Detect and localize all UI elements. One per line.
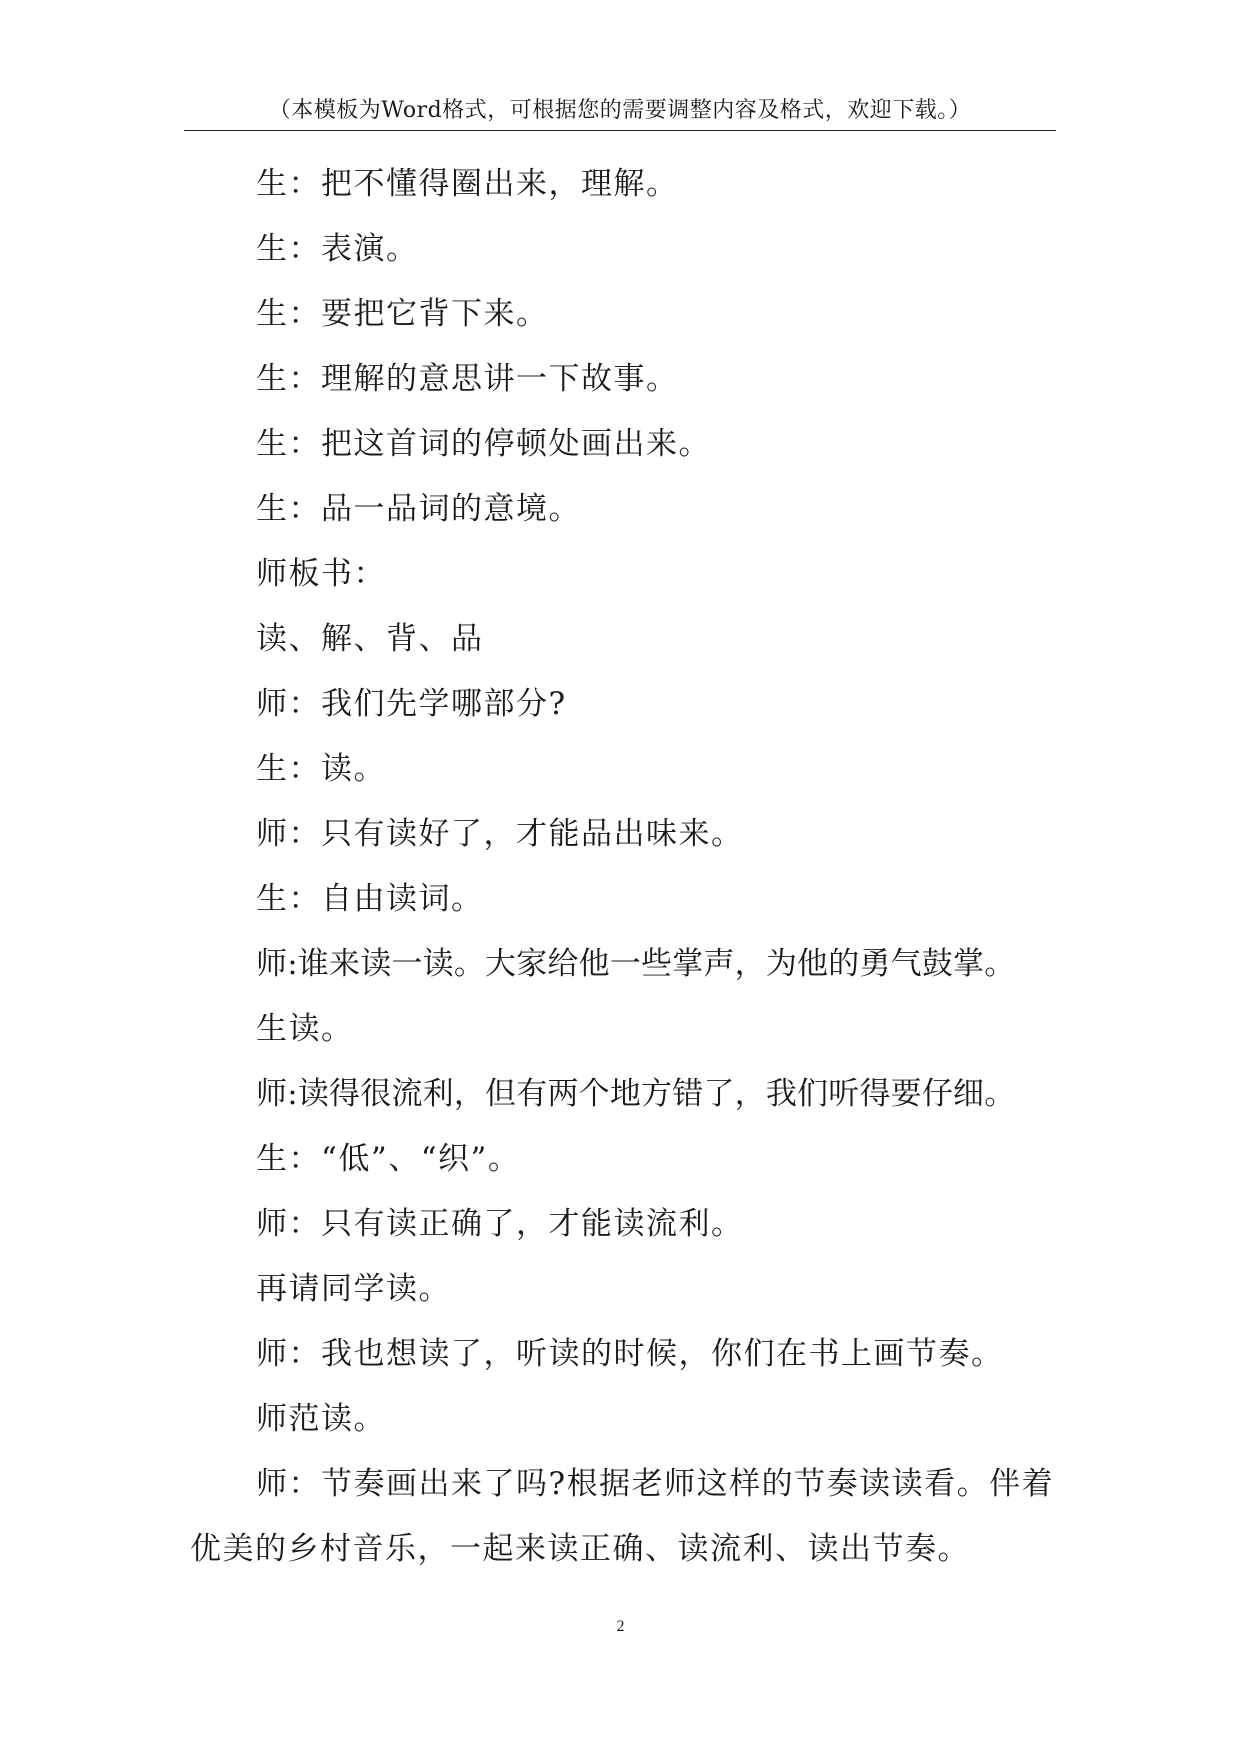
paragraph: 师：我们先学哪部分?: [256, 686, 567, 722]
paragraph: 生：要把它背下来。: [256, 296, 549, 332]
document-body: [190, 152, 1058, 1582]
paragraph: 生：表演。: [256, 231, 419, 267]
paragraph: 师：只有读正确了，才能读流利。: [256, 1206, 744, 1242]
paragraph: 师：我也想读了，听读的时候，你们在书上画节奏。: [256, 1336, 1004, 1372]
paragraph: 生：把不懂得圈出来，理解。: [256, 166, 679, 202]
paragraph: 生：把这首词的停顿处画出来。: [256, 426, 711, 462]
paragraph: 师:谁来读一读。大家给他一些掌声，为他的勇气鼓掌。: [256, 946, 1016, 982]
paragraph: 师:读得很流利，但有两个地方错了，我们听得要仔细。: [256, 1076, 1016, 1112]
paragraph: 师：节奏画出来了吗?根据老师这样的节奏读读看。伴着优美的乡村音乐，一起来读正确、读流利、读出节奏。: [190, 1466, 1055, 1567]
page-number: 2: [616, 1618, 625, 1635]
paragraph: 师：只有读好了，才能品出味来。: [256, 816, 744, 852]
paragraph: 生：“低”、“织”。: [256, 1141, 521, 1177]
paragraph: 生：读。: [256, 751, 386, 787]
header-rule: [184, 130, 1056, 131]
paragraph: 再请同学读。: [256, 1271, 451, 1307]
paragraph: 生：理解的意思讲一下故事。: [256, 361, 679, 397]
paragraph: 生：自由读词。: [256, 881, 484, 917]
paragraph: 师板书：: [256, 556, 386, 592]
page-header: （本模板为Word格式，可根据您的需要调整内容及格式，欢迎下载。）: [268, 98, 972, 123]
paragraph: 读、解、背、品: [256, 621, 484, 657]
paragraph: 生：品一品词的意境。: [256, 491, 581, 527]
paragraph: 师范读。: [256, 1401, 386, 1437]
paragraph: 生读。: [256, 1011, 354, 1047]
